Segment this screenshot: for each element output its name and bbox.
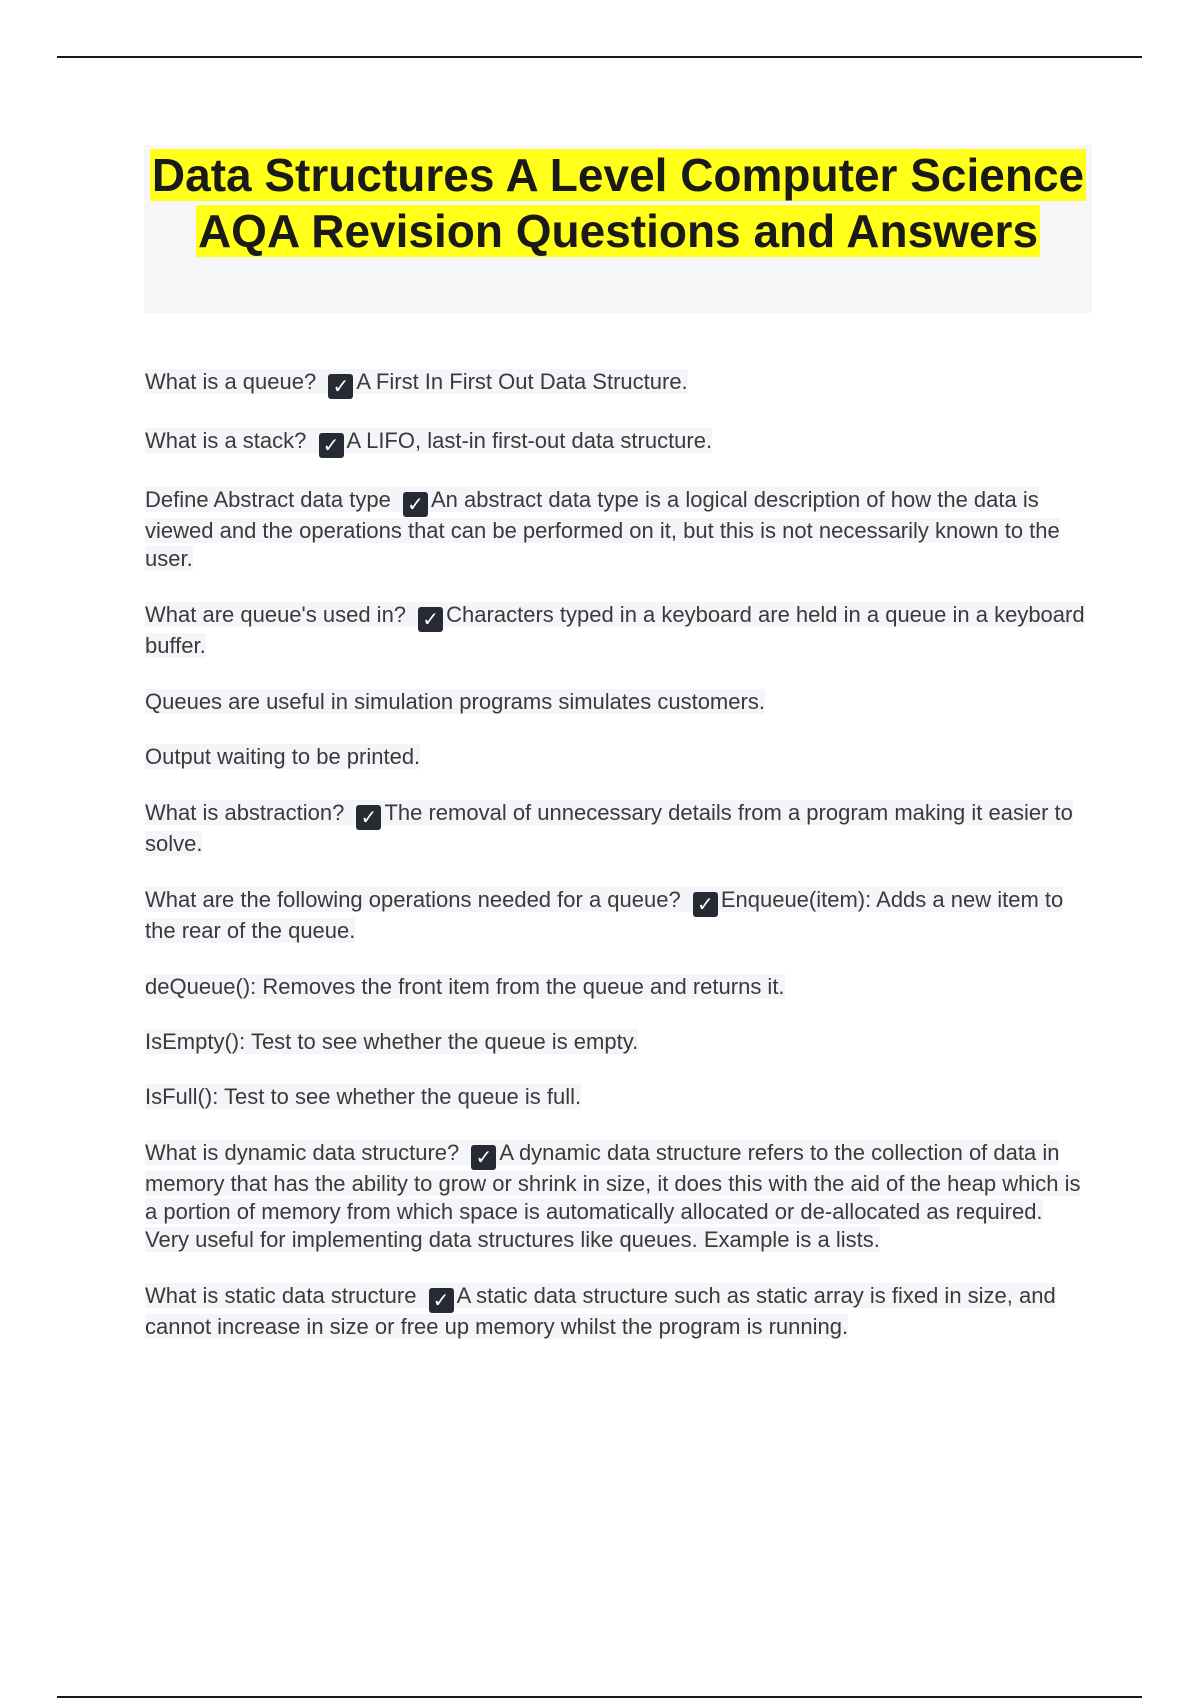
check-box-icon: ✓ (356, 805, 381, 830)
qa-item (145, 799, 1090, 858)
bottom-rule (57, 1696, 1142, 1698)
check-box-icon: ✓ (403, 492, 428, 517)
check-box-icon: ✓ (418, 607, 443, 632)
qa-text (145, 369, 688, 398)
qa-text (145, 602, 1085, 658)
page-title (144, 147, 1092, 259)
qa-text (145, 1283, 1056, 1339)
check-box-icon: ✓ (471, 1145, 496, 1170)
question-text: What are queue's used in? (145, 602, 407, 627)
top-rule (57, 56, 1142, 58)
question-text: What is static data structure (145, 1283, 417, 1308)
qa-text (145, 1140, 1080, 1224)
question-text: What are the following operations needed for a queue? (145, 887, 681, 912)
qa-item (145, 886, 1090, 945)
check-box-icon: ✓ (693, 892, 718, 917)
answer-text: The removal of unnecessary details from a program making it easier to solve. (145, 800, 1073, 856)
answer-text: An abstract data type is a logical description of how the data is viewed and the operations that can be performed on it, but this is not necessarily known to the user. (145, 487, 1060, 571)
title-highlight: Data Structures A Level Computer Science AQA Revision Questions and Answers (151, 149, 1085, 257)
title-box (144, 145, 1092, 313)
answer-text: A First In First Out Data Structure. (356, 369, 688, 394)
qa-item (145, 427, 1090, 458)
plain-text: Queues are useful in simulation programs simulates customers. (145, 689, 765, 714)
qa-text (145, 428, 713, 457)
question-text: Define Abstract data type (145, 487, 391, 512)
qa-item (145, 601, 1090, 660)
extra-text: Very useful for implementing data structures like queues. Example is a lists. (145, 1227, 880, 1252)
qa-text (145, 800, 1073, 856)
question-text: What is abstraction? (145, 800, 345, 825)
question-text: What is a queue? (145, 369, 317, 394)
question-text: What is dynamic data structure? (145, 1140, 460, 1165)
qa-item (145, 1282, 1090, 1341)
qa-text (145, 487, 1060, 571)
answer-text: A LIFO, last-in first-out data structure. (346, 428, 713, 453)
question-text: What is a stack? (145, 428, 307, 453)
check-box-icon: ✓ (319, 433, 344, 458)
plain-text: deQueue(): Removes the front item from the queue and returns it. (145, 974, 785, 999)
answer-text: A dynamic data structure refers to the collection of data in memory that has the ability to grow or shrink in size, it does this with the aid of the heap which is a portion of memory from which space is automatically allocated or de-allocated as required. (145, 1140, 1081, 1224)
answer-text: Characters typed in a keyboard are held in a queue in a keyboard buffer. (145, 602, 1085, 658)
text-item (145, 1083, 1090, 1111)
answer-text: Enqueue(item): Adds a new item to the rear of the queue. (145, 887, 1064, 943)
text-item (145, 973, 1090, 1001)
text-item (145, 743, 1090, 771)
text-item (145, 688, 1090, 716)
check-box-icon: ✓ (328, 374, 353, 399)
plain-text: IsEmpty(): Test to see whether the queue is empty. (145, 1029, 639, 1054)
qa-item (145, 1139, 1090, 1254)
qa-text (145, 887, 1063, 943)
check-box-icon: ✓ (429, 1288, 454, 1313)
qa-item (145, 368, 1090, 399)
plain-text: Output waiting to be printed. (145, 744, 421, 769)
qa-list (145, 368, 1090, 1341)
answer-text: A static data structure such as static array is fixed in size, and cannot increase in size or free up memory whilst the program is running. (145, 1283, 1056, 1339)
text-item (145, 1028, 1090, 1056)
plain-text: IsFull(): Test to see whether the queue is full. (145, 1084, 582, 1109)
qa-item (145, 486, 1090, 573)
